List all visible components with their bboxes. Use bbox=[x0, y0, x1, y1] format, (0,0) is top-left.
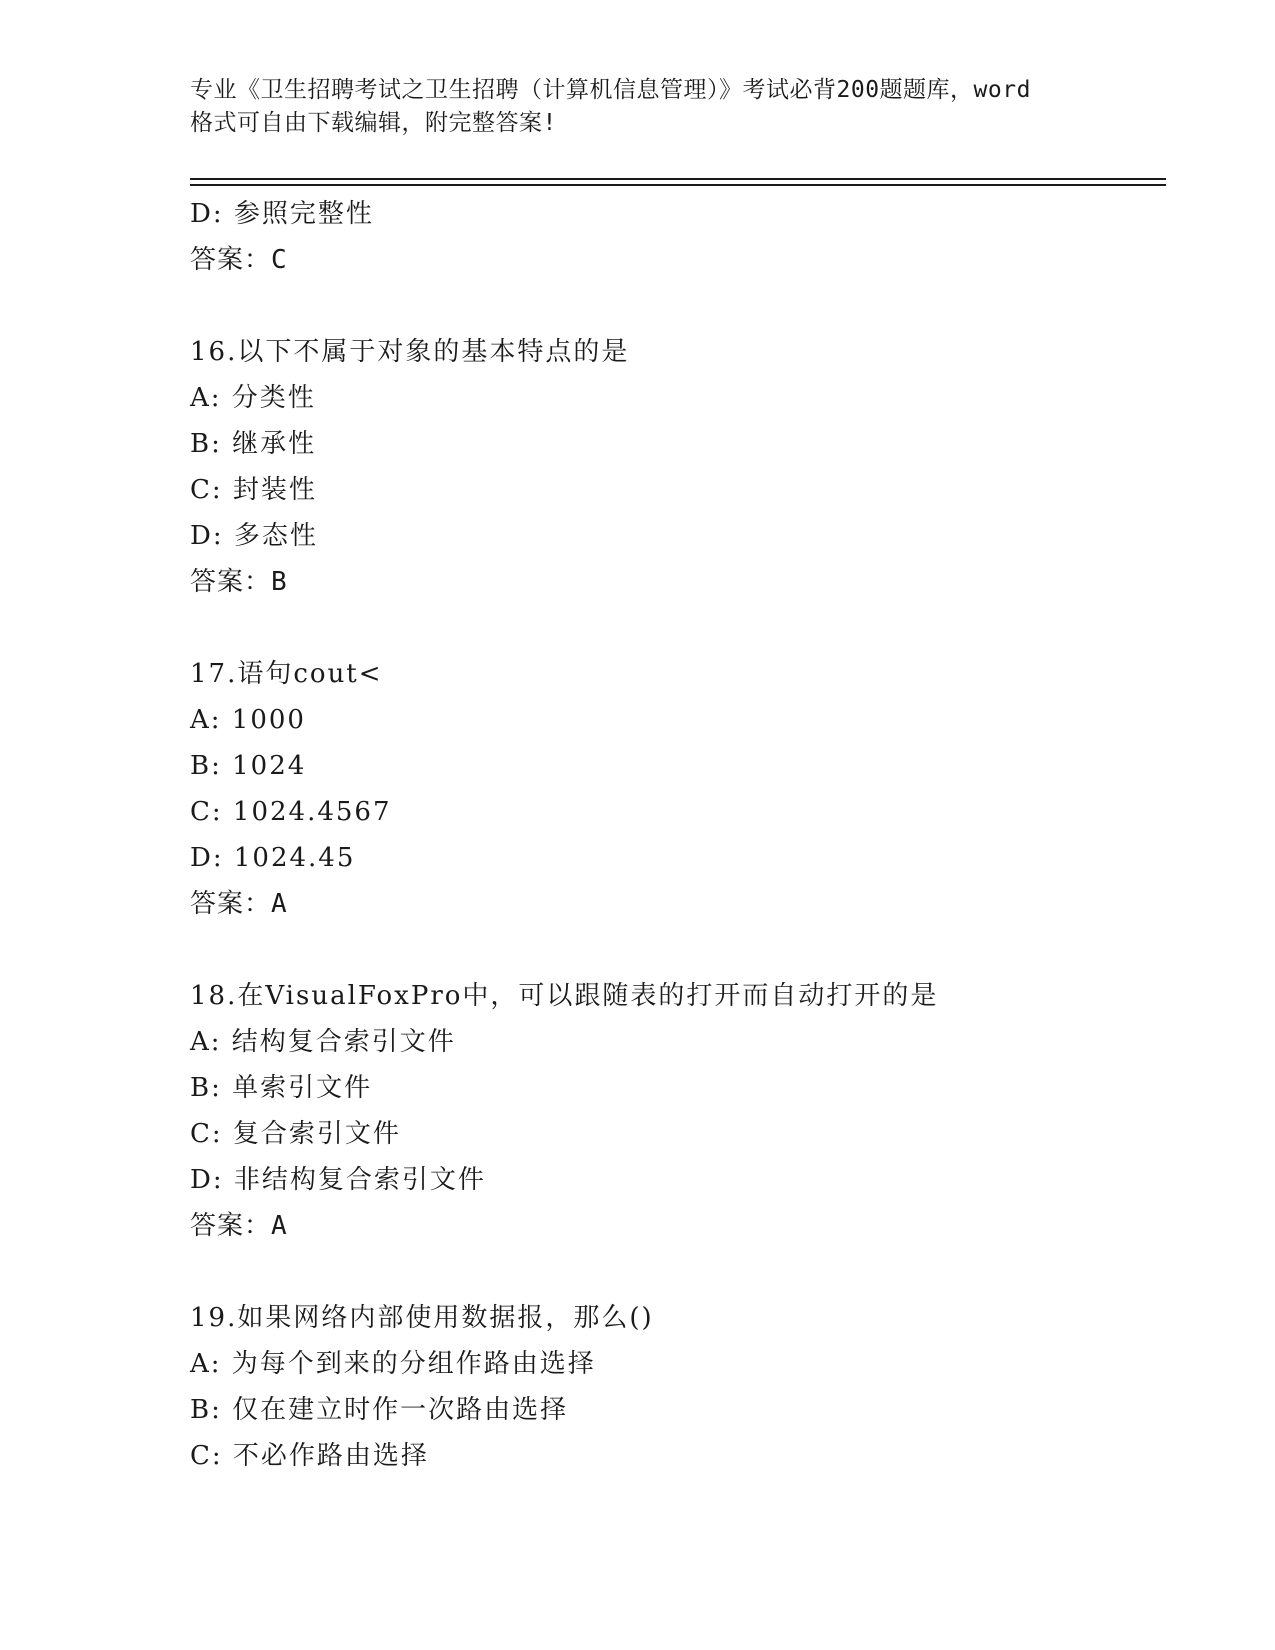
option-b: B: 单索引文件 bbox=[190, 1073, 373, 1103]
intro-option-d: D: 参照完整性 bbox=[190, 199, 374, 229]
option-d: D: 多态性 bbox=[190, 521, 318, 551]
question-18 bbox=[190, 973, 1150, 1249]
question-text: 19.如果网络内部使用数据报，那么() bbox=[190, 1303, 654, 1333]
question-16 bbox=[190, 329, 1150, 605]
header-divider-top bbox=[190, 178, 1166, 180]
question-list bbox=[190, 191, 1150, 1479]
option-b: B: 仅在建立时作一次路由选择 bbox=[190, 1395, 569, 1425]
option-d: D: 非结构复合索引文件 bbox=[190, 1165, 486, 1195]
option-d: D: 1024.45 bbox=[190, 843, 356, 873]
option-c: C: 封装性 bbox=[190, 475, 317, 505]
intro-answer: 答案：C bbox=[190, 245, 288, 275]
option-a: A: 为每个到来的分组作路由选择 bbox=[190, 1349, 596, 1379]
option-a: A: 1000 bbox=[190, 705, 306, 735]
option-a: A: 结构复合索引文件 bbox=[190, 1027, 456, 1057]
option-a: A: 分类性 bbox=[190, 383, 316, 413]
header-line-1: 专业《卫生招聘考试之卫生招聘（计算机信息管理）》考试必背200题题库，word bbox=[190, 77, 1031, 103]
option-b: B: 1024 bbox=[190, 751, 307, 781]
question-text: 16.以下不属于对象的基本特点的是 bbox=[190, 337, 630, 367]
header-divider-bottom bbox=[190, 184, 1166, 186]
question-19 bbox=[190, 1295, 1150, 1479]
header-line-2: 格式可自由下载编辑，附完整答案! bbox=[190, 110, 557, 136]
option-c: C: 复合索引文件 bbox=[190, 1119, 401, 1149]
document-header bbox=[190, 74, 1100, 140]
option-c: C: 不必作路由选择 bbox=[190, 1441, 429, 1471]
answer: 答案：B bbox=[190, 567, 288, 597]
spacer bbox=[190, 605, 1150, 651]
question-17 bbox=[190, 651, 1150, 927]
option-c: C: 1024.4567 bbox=[190, 797, 392, 827]
answer: 答案：A bbox=[190, 1211, 288, 1241]
answer: 答案：A bbox=[190, 889, 288, 919]
spacer bbox=[190, 283, 1150, 329]
spacer bbox=[190, 927, 1150, 973]
spacer bbox=[190, 1249, 1150, 1295]
option-b: B: 继承性 bbox=[190, 429, 317, 459]
question-text: 18.在VisualFoxPro中，可以跟随表的打开而自动打开的是 bbox=[190, 981, 939, 1011]
question-text: 17.语句cout< bbox=[190, 659, 383, 689]
